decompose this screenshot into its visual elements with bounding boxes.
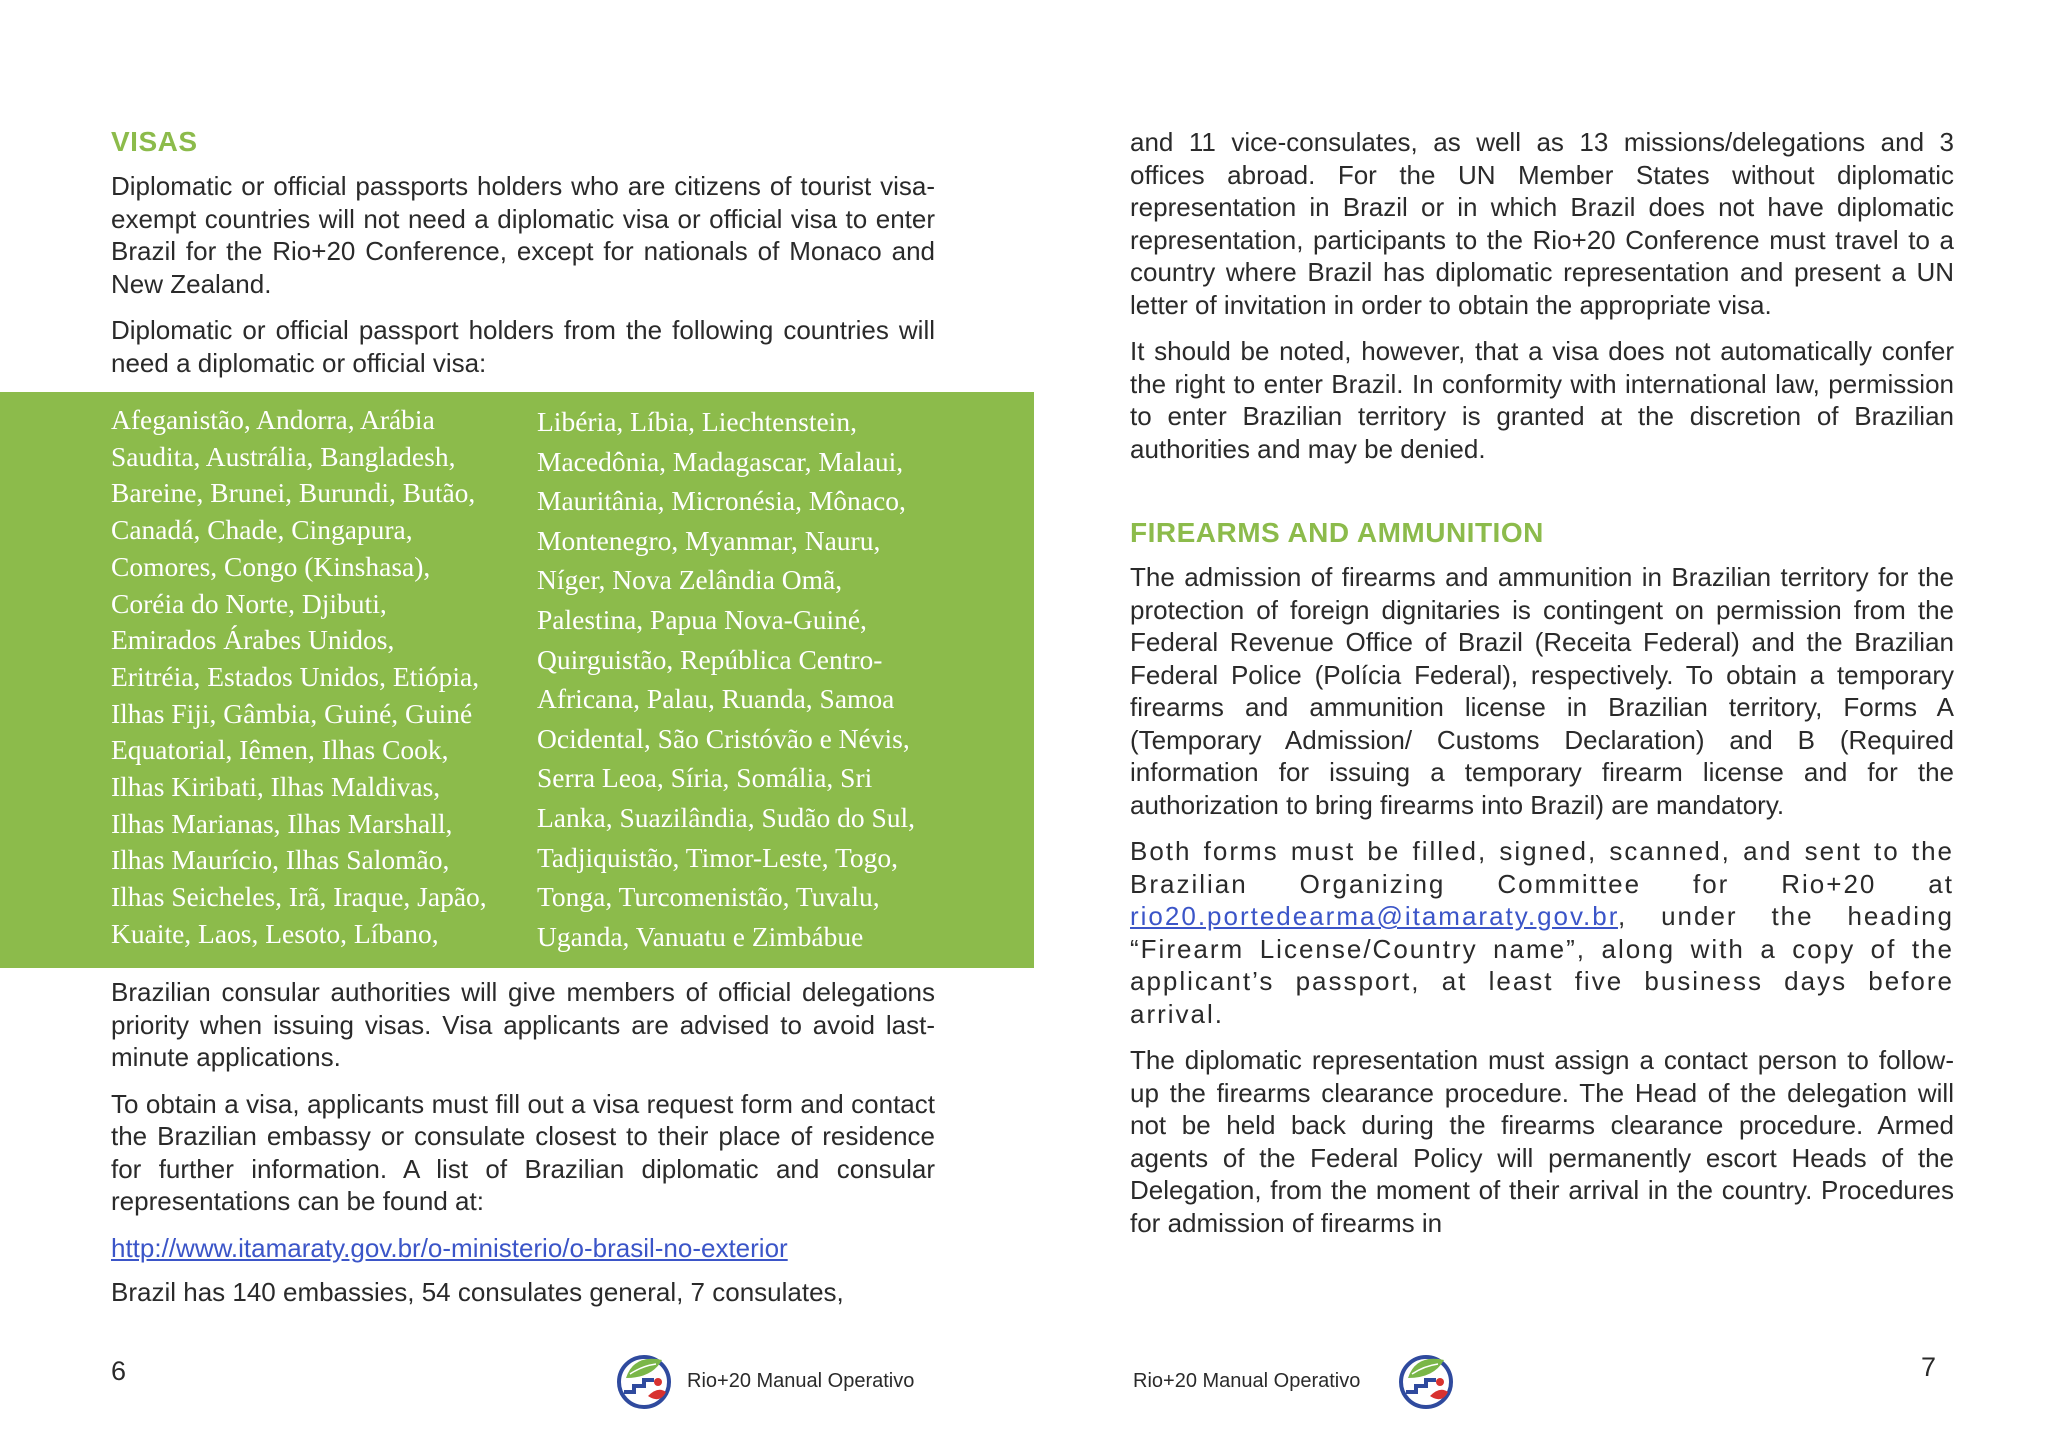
country-list-line: Coréia do Norte, Djibuti, [111,587,387,619]
country-list-line: Ilhas Maurício, Ilhas Salomão, [111,844,450,876]
left-page-lower-text [111,976,935,1323]
country-list-line: Tonga, Turcomenistão, Tuvalu, [537,881,880,913]
left-page-column [111,126,935,393]
country-list-line: Emirados Árabes Unidos, [111,624,395,656]
country-list-line: Kuaite, Laos, Lesoto, Líbano, [111,917,439,949]
country-list-line: Bareine, Brunei, Burundi, Butão, [111,477,476,509]
country-list-line: Afeganistão, Andorra, Arábia [111,404,435,435]
country-list-line: Africana, Palau, Ruanda, Samoa [537,683,895,715]
country-list-column-2 [537,402,957,956]
firearms-email-link[interactable]: rio20.portedearma@itamaraty.gov.br [1130,901,1618,931]
country-list-column-1 [111,402,521,953]
country-list-line: Serra Leoa, Síria, Somália, Sri [537,762,873,794]
country-list-line: Mauritânia, Micronésia, Mônaco, [537,485,906,517]
itamaraty-link-line [111,1232,935,1265]
country-list-line: Libéria, Líbia, Liechtenstein, [537,406,857,437]
country-list-line: Uganda, Vanuatu e Zimbábue [537,920,864,952]
country-list-line: Quirguistão, República Centro- [537,643,883,675]
visas-paragraph-1: Diplomatic or official passports holders who are citizens of tourist visa-exempt countries will not need a diplomatic visa or official visa to enter Brazil for the Rio+20 Conference, except for nationals of Monaco and New Zealand. [111,171,935,299]
right-page-column [1130,126,1954,1253]
country-list-line: Ilhas Seicheles, Irã, Iraque, Japão, [111,881,487,913]
firearms-paragraph-2-end: , under the heading “Firearm License/Country name”, along with a copy of the applicant’s passport, at least five business days before arrival. [1130,901,1954,1029]
firearms-paragraph-1: The admission of firearms and ammunition in Brazilian territory for the protection of foreign dignitaries is contingent on permission from the Federal Revenue Office of Brazil (Receita Federal) and the Brazilian Federal Police (Polícia Federal), respectively. To obtain a temporary firearms and ammunition license in Brazilian territory, Forms A (Temporary Admission/ Customs Declaration) and B (Required information for issuing a temporary firearm license and for the authorization to bring firearms into Brazil) are mandatory. [1130,562,1954,820]
country-list-line: Equatorial, Iêmen, Ilhas Cook, [111,734,449,766]
country-list-line: Montenegro, Myanmar, Nauru, [537,524,881,556]
firearms-paragraph-2-start: Both forms must be filled, signed, scanned, and sent to the Brazilian Organizing Committee for Rio+20 at [1130,836,1954,899]
visas-paragraph-4: To obtain a visa, applicants must fill out a visa request form and contact the Brazilian embassy or consulate closest to their place of residence for further information. A list of Brazilian diplomatic and consular representations can be found at: [111,1088,935,1216]
country-list-line: Lanka, Suazilândia, Sudão do Sul, [537,801,916,833]
country-list-line: Níger, Nova Zelândia Omã, [537,564,843,596]
country-list-line: Ilhas Kiribati, Ilhas Maldivas, [111,771,441,803]
firearms-paragraph-3: The diplomatic representation must assign a contact person to follow-up the firearms clearance procedure. The Head of the delegation will not be held back during the firearms clearance procedure. Armed agents of the Federal Policy will permanently escort Heads of the Delegation, from the moment of their arrival in the country. Procedures for admission of firearms in [1130,1045,1954,1238]
country-list-line: Saudita, Austrália, Bangladesh, [111,440,456,472]
country-list-line: Eritréia, Estados Unidos, Etiópia, [111,660,480,692]
country-list-line: Ilhas Fiji, Gâmbia, Guiné, Guiné [111,697,473,729]
rio20-logo-icon [612,1348,676,1412]
page-number-right: 7 [1921,1352,1937,1382]
country-list-line: Canadá, Chade, Cingapura, [111,514,413,546]
firearms-heading: FIREARMS AND AMMUNITION [1130,517,1544,548]
visas-paragraph-3: Brazilian consular authorities will give members of official delegations priority when issuing visas. Visa applicants are advised to avoid last-minute applications. [111,977,935,1072]
footer-label-right: Rio+20 Manual Operativo [1133,1370,1361,1392]
rio20-logo-icon [1394,1348,1458,1412]
visas-heading: VISAS [111,126,198,157]
visas-paragraph-2: Diplomatic or official passport holders from the following countries will need a diplomatic or official visa: [111,315,935,378]
page-number-left: 6 [111,1356,127,1386]
country-list-line: Palestina, Papua Nova-Guiné, [537,603,867,635]
visa-right-paragraph: It should be noted, however, that a visa does not automatically confer the right to enter Brazil. In conformity with international law, permission to enter Brazilian territory is granted at the discretion of Brazilian authorities and may be denied. [1130,336,1954,464]
country-list-line: Ocidental, São Cristóvão e Névis, [537,722,910,754]
firearms-paragraph-2 [1130,835,1954,1030]
country-list-line: Ilhas Marianas, Ilhas Marshall, [111,807,453,839]
visas-continued-paragraph: and 11 vice-consulates, as well as 13 missions/delegations and 3 offices abroad. For the UN Member States without diplomatic representation in Brazil or in which Brazil does not have diplomatic representation, participants to the Rio+20 Conference must travel to a country where Brazil has diplomatic representation and present a UN letter of invitation in order to obtain the appropriate visa. [1130,127,1954,320]
footer-label-left: Rio+20 Manual Operativo [687,1370,915,1392]
country-list-line: Macedônia, Madagascar, Malaui, [537,445,904,477]
itamaraty-link[interactable]: http://www.itamaraty.gov.br/o-ministerio/o-brasil-no-exterior [111,1232,788,1263]
country-list-line: Tadjiquistão, Timor-Leste, Togo, [537,841,898,873]
country-list-line: Comores, Congo (Kinshasa), [111,550,431,582]
visas-paragraph-5: Brazil has 140 embassies, 54 consulates general, 7 consulates, [111,1277,844,1307]
